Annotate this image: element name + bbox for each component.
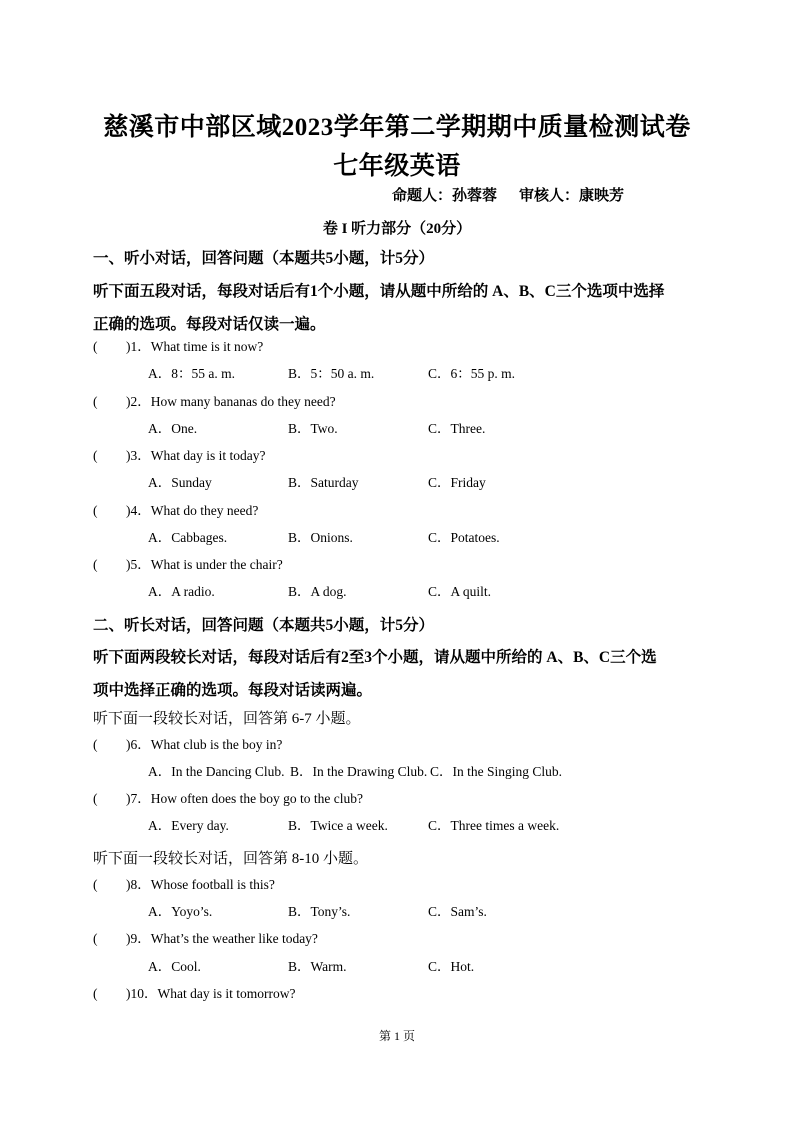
reviewer: 审核人：康映芳 xyxy=(519,188,625,204)
option-c: C．Three. xyxy=(428,421,486,436)
option-c: C．Hot. xyxy=(428,959,475,974)
author-line xyxy=(392,184,624,205)
question-6 xyxy=(93,733,282,753)
option-c: C．Three times a week. xyxy=(428,818,560,833)
question-8 xyxy=(93,873,275,893)
section2-heading: 二、听长对话，回答问题（本题共5小题，计5分） xyxy=(93,617,435,634)
option-c: C．Sam’s. xyxy=(428,904,487,919)
answer-blank[interactable]: ( xyxy=(93,986,98,1001)
section2-instruction xyxy=(93,645,703,711)
question-stem: )5．What is under the chair? xyxy=(126,557,283,572)
option-a: A．Cool. xyxy=(148,959,201,974)
question-stem: )2．How many bananas do they need? xyxy=(126,394,336,409)
option-a: A．In the Dancing Club. xyxy=(148,764,285,779)
question-3 xyxy=(93,444,265,464)
exam-title: 慈溪市中部区域2023学年第二学期期中质量检测试卷 xyxy=(103,114,691,141)
question-1 xyxy=(93,335,263,355)
option-b: B．Two. xyxy=(288,421,338,436)
question-10 xyxy=(93,982,295,1002)
question-stem: )10．What day is it tomorrow? xyxy=(126,986,296,1001)
part-title: 卷 I 听力部分（20分） xyxy=(322,221,472,237)
question-stem: )7．How often does the boy go to the club? xyxy=(126,791,363,806)
subsection-1-note: 听下面一段较长对话，回答第 6-7 小题。 xyxy=(93,711,361,727)
option-a: A．Cabbages. xyxy=(148,530,228,545)
answer-blank[interactable]: ( xyxy=(93,877,98,892)
answer-blank[interactable]: ( xyxy=(93,791,98,806)
option-b: B．Twice a week. xyxy=(288,818,388,833)
section1-heading: 一、听小对话，回答问题（本题共5小题，计5分） xyxy=(93,250,435,267)
answer-blank[interactable]: ( xyxy=(93,339,98,354)
option-b: B．A dog. xyxy=(288,584,347,599)
option-a: A．One. xyxy=(148,421,198,436)
subsection-2-note: 听下面一段较长对话，回答第 8-10 小题。 xyxy=(93,851,368,867)
author: 命题人：孙蓉蓉 xyxy=(392,188,498,204)
answer-blank[interactable]: ( xyxy=(93,448,98,463)
question-stem: )8．Whose football is this? xyxy=(126,877,275,892)
option-b: B．Warm. xyxy=(288,959,347,974)
option-c: C．A quilt. xyxy=(428,584,492,599)
answer-blank[interactable]: ( xyxy=(93,394,98,409)
option-a: A．Yoyo’s. xyxy=(148,904,213,919)
question-2 xyxy=(93,390,336,410)
option-a: A．Sunday xyxy=(148,475,212,490)
answer-blank[interactable]: ( xyxy=(93,931,98,946)
question-9 xyxy=(93,927,318,947)
question-stem: )9．What’s the weather like today? xyxy=(126,931,318,946)
page-number: 第 1 页 xyxy=(378,1029,415,1043)
instruction-line: 听下面两段较长对话，每段对话后有2至3个小题，请从题中所给的 A、B、C三个选 xyxy=(93,649,657,666)
answer-blank[interactable]: ( xyxy=(93,737,98,752)
answer-blank[interactable]: ( xyxy=(93,503,98,518)
option-c: C．In the Singing Club. xyxy=(430,764,563,779)
question-stem: )6．What club is the boy in? xyxy=(126,737,283,752)
option-a: A．8：55 a. m. xyxy=(148,366,235,381)
option-b: B．5：50 a. m. xyxy=(288,366,375,381)
option-b: B．Onions. xyxy=(288,530,353,545)
question-5 xyxy=(93,553,283,573)
option-c: C．Friday xyxy=(428,475,486,490)
question-stem: )4．What do they need? xyxy=(126,503,259,518)
option-a: A．Every day. xyxy=(148,818,229,833)
question-7 xyxy=(93,787,363,807)
question-4 xyxy=(93,499,258,519)
instruction-line: 正确的选项。每段对话仅读一遍。 xyxy=(93,316,326,333)
option-b: B．In the Drawing Club. xyxy=(290,764,428,779)
exam-subtitle: 七年级英语 xyxy=(333,153,461,180)
instruction-line: 听下面五段对话，每段对话后有1个小题，请从题中所给的 A、B、C三个选项中选择 xyxy=(93,283,665,300)
instruction-line: 项中选择正确的选项。每段对话读两遍。 xyxy=(93,682,373,699)
option-c: C．Potatoes. xyxy=(428,530,500,545)
option-b: B．Tony’s. xyxy=(288,904,351,919)
option-a: A．A radio. xyxy=(148,584,215,599)
question-stem: )1．What time is it now? xyxy=(126,339,264,354)
option-c: C．6：55 p. m. xyxy=(428,366,516,381)
option-b: B．Saturday xyxy=(288,475,359,490)
question-stem: )3．What day is it today? xyxy=(126,448,266,463)
answer-blank[interactable]: ( xyxy=(93,557,98,572)
